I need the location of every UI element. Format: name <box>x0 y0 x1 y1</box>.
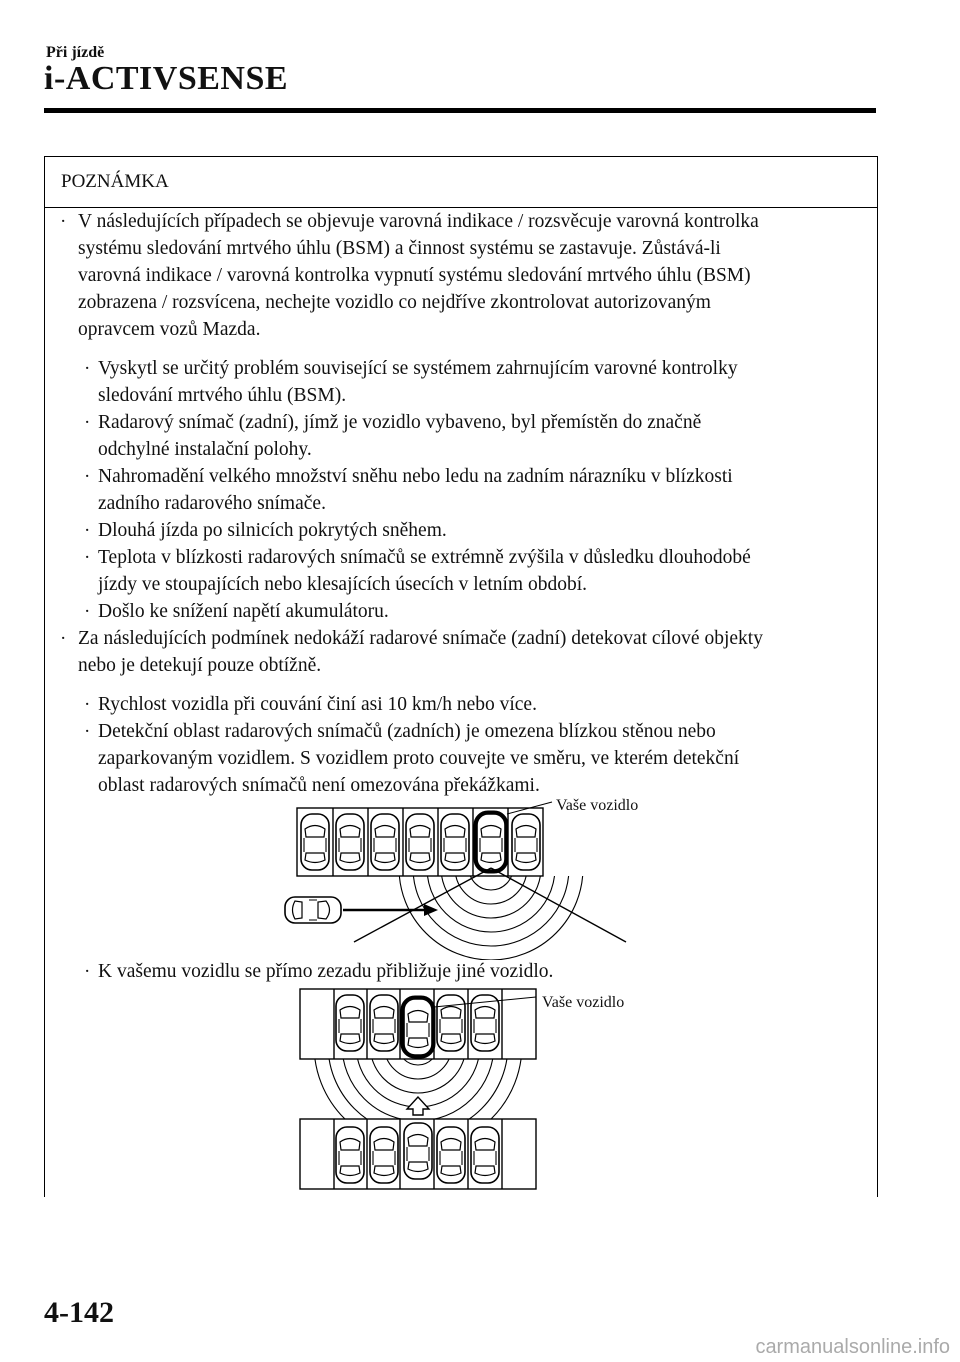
section-label: Při jízdě <box>46 44 105 61</box>
parking-diagram-2 <box>0 985 960 1195</box>
parked-car <box>336 1127 364 1183</box>
parked-car <box>301 814 329 870</box>
sub-item-line: zaparkovaným vozidlem. S vozidlem proto couvejte ve směru, ve kterém detekční <box>98 748 740 769</box>
sub-item-line: Došlo ke snížení napětí akumulátoru. <box>98 601 389 622</box>
parked-car <box>406 814 434 870</box>
bullet-marker: · <box>84 520 91 541</box>
parked-car <box>336 814 364 870</box>
parked-car <box>371 814 399 870</box>
bullet-marker: · <box>84 601 91 622</box>
bullet-marker: · <box>60 211 67 232</box>
bullet-marker: · <box>84 694 91 715</box>
sub-item-line: Detekční oblast radarových snímačů (zadních) je omezena blízkou stěnou nebo <box>98 721 716 742</box>
bullet-marker: · <box>84 412 91 433</box>
item2-line: Za následujících podmínek nedokáží radarové snímače (zadní) detekovat cílové objekty <box>78 628 763 649</box>
bullet-marker: · <box>84 961 91 982</box>
parked-car <box>471 1127 499 1183</box>
item1-line: systému sledování mrtvého úhlu (BSM) a činnost systému se zastavuje. Zůstává-li <box>78 238 721 259</box>
title-rule <box>44 108 876 113</box>
own-vehicle-label: Vaše vozidlo <box>542 994 625 1011</box>
parked-car <box>437 995 465 1051</box>
page-number: 4-142 <box>44 1296 114 1329</box>
own-vehicle <box>402 997 434 1057</box>
bullet-marker: · <box>84 466 91 487</box>
sub-item-line: jízdy ve stoupajících nebo klesajících úsecích v letním období. <box>98 574 587 595</box>
parked-car <box>512 814 540 870</box>
detection-boundary <box>354 868 491 942</box>
sub-item-line: odchylné instalační polohy. <box>98 439 312 460</box>
parked-car <box>336 995 364 1051</box>
watermark: carmanualsonline.info <box>755 1336 950 1358</box>
sub-item-line: K vašemu vozidlu se přímo zezadu přibližuje jiné vozidlo. <box>98 961 554 982</box>
bullet-marker: · <box>84 358 91 379</box>
own-vehicle-label: Vaše vozidlo <box>556 797 639 814</box>
sub-item-line: Vyskytl se určitý problém související se systémem zahrnujícím varovné kontrolky <box>98 358 738 379</box>
item1-line: opravcem vozů Mazda. <box>78 319 261 340</box>
sub-item-line: Radarový snímač (zadní), jímž je vozidlo vybaveno, byl přemístěn do značně <box>98 412 702 433</box>
bullet-marker: · <box>84 547 91 568</box>
note-heading: POZNÁMKA <box>61 171 169 192</box>
note-header <box>45 157 877 208</box>
sub-item-line: Nahromadění velkého množství sněhu nebo ledu na zadním nárazníku v blízkosti <box>98 466 733 487</box>
approaching-car <box>285 897 341 923</box>
parked-car <box>370 1127 398 1183</box>
bullet-marker: · <box>84 721 91 742</box>
parked-car <box>437 1127 465 1183</box>
item2-line: nebo je detekují pouze obtížně. <box>78 655 322 676</box>
sub-item-line: Rychlost vozidla při couvání činí asi 10 km/h nebo více. <box>98 694 537 715</box>
parked-car <box>370 995 398 1051</box>
sub-item-line: zadního radarového snímače. <box>98 493 326 514</box>
arrow-head <box>424 904 438 916</box>
sub-item-line: Teplota v blízkosti radarových snímačů se extrémně zvýšila v důsledku dlouhodobé <box>98 547 751 568</box>
approach-arrow <box>407 1097 429 1115</box>
item1-line: varovná indikace / varovná kontrolka vypnutí systému sledování mrtvého úhlu (BSM) <box>78 265 751 286</box>
sub-item-line: oblast radarových snímačů není omezována překážkami. <box>98 775 540 796</box>
own-vehicle <box>475 812 507 872</box>
sub-item-line: sledování mrtvého úhlu (BSM). <box>98 385 347 406</box>
item1-line: V následujících případech se objevuje varovná indikace / rozsvěcuje varovná kontrolka <box>78 211 759 232</box>
approaching-car <box>404 1123 432 1179</box>
item1-line: zobrazena / rozsvícena, nechejte vozidlo co nejdříve zkontrolovat autorizovaným <box>78 292 711 313</box>
bullet-marker: · <box>60 628 67 649</box>
page-title: i-ACTIVSENSE <box>44 60 289 97</box>
parking-diagram-1 <box>0 790 960 960</box>
sub-item-line: Dlouhá jízda po silnicích pokrytých sněhem. <box>98 520 447 541</box>
parked-car <box>441 814 469 870</box>
